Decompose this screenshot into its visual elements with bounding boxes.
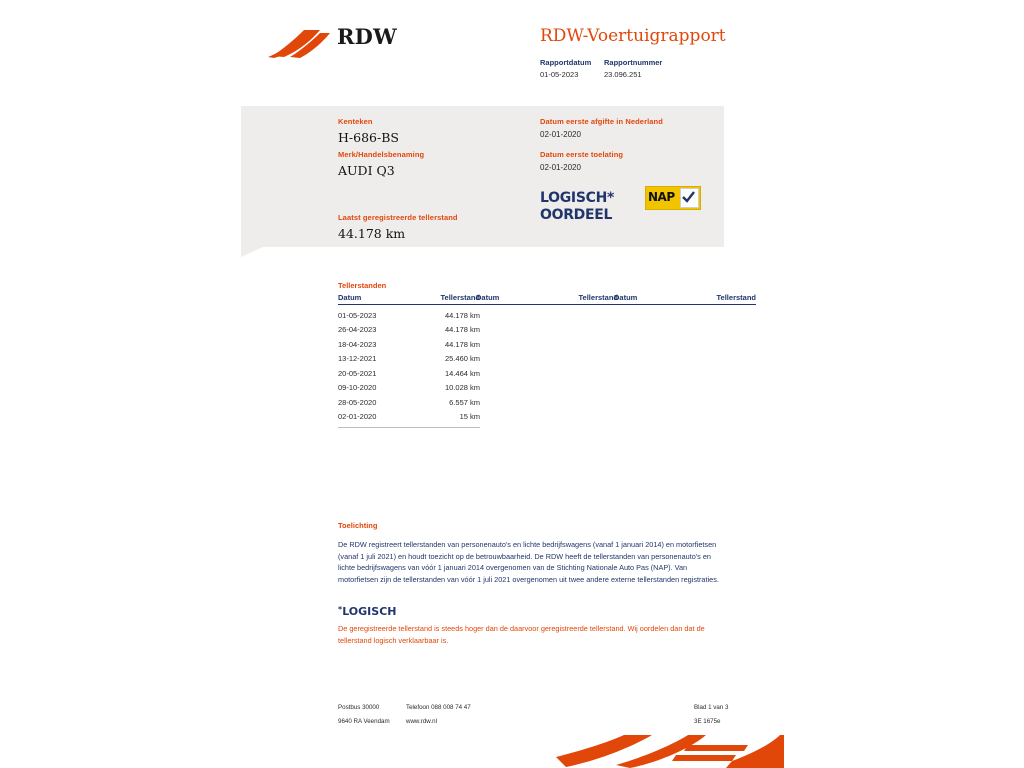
report-date-label: Rapportdatum: [540, 58, 592, 67]
cell-datum: 18-04-2023: [338, 339, 377, 349]
nap-badge: [645, 186, 701, 210]
cell-datum: 13-12-2021: [338, 354, 377, 363]
logisch-explanation: De geregistreerde tellerstand is steeds hoger dan de daarvoor geregistreerde tellerstand. Wij oordelen dan dat de tellerstand logisch verklaarbaar is.: [338, 624, 705, 645]
table-row: [338, 378, 480, 393]
col-header-tellerstand: Tellerstand: [716, 293, 756, 302]
table-row: [338, 407, 480, 422]
footer-address-line2: 9640 RA Veendam: [338, 718, 390, 725]
report-number-value: 23.096.251: [604, 70, 642, 79]
datum-afgifte-value: 02-01-2020: [540, 130, 581, 139]
tellerstanden-table-col3: [614, 293, 756, 311]
verdict-line-1: LOGISCH*: [540, 190, 615, 206]
cell-datum: 09-10-2020: [338, 383, 377, 392]
report-number-block: [604, 58, 662, 79]
table-row: [338, 349, 480, 364]
summary-panel: [241, 106, 724, 247]
cell-tellerstand: 15 km: [459, 412, 480, 421]
table-body: [614, 305, 756, 311]
cell-tellerstand: 44.178 km: [444, 325, 480, 334]
footer-code: 3E 1675e: [694, 718, 721, 725]
report-date-value: 01-05-2023: [540, 70, 579, 79]
rdw-arrow-logo-icon: [268, 26, 332, 60]
kenteken-label: Kenteken: [338, 117, 373, 126]
merk-value: AUDI Q3: [338, 163, 395, 178]
table-header-row: [338, 293, 480, 305]
table-header-row: [614, 293, 756, 305]
check-icon: [680, 188, 699, 208]
logisch-heading-text: LOGISCH: [342, 605, 397, 618]
verdict-block: [540, 190, 614, 224]
cell-tellerstand: 44.178 km: [444, 339, 480, 349]
footer-page-number: Blad 1 van 3: [694, 704, 729, 711]
rdw-bottom-graphic-icon: [556, 735, 784, 768]
toelichting-title: Toelichting: [338, 521, 378, 530]
logisch-heading: [338, 605, 396, 618]
merk-label: Merk/Handelsbenaming: [338, 150, 425, 159]
datum-toelating-value: 02-01-2020: [540, 163, 581, 172]
cell-tellerstand: 14.464 km: [444, 368, 480, 378]
col-header-datum: Datum: [614, 293, 638, 302]
report-date-block: [540, 58, 591, 79]
cell-datum: 28-05-2020: [338, 397, 377, 407]
toelichting-body: De RDW registreert tellerstanden van personenauto's en lichte bedrijfswagens (vanaf 1 januari 2014) en motorfietsen (vanaf 1 juli 2021) en houdt toezicht op de betrouwbaarheid. De RDW heeft de tellerstanden van personenauto's en lichte bedrijfswagens van vóór 1 januari 2014 overgenomen van de Stichting Nationale Auto Pas (NAP). Van motorfietsen zijn de tellerstanden van vóór 1 juli 2021 overgenomen uit twee andere externe tellerstanden registraties.: [338, 540, 719, 584]
cell-datum: 20-05-2021: [338, 368, 377, 378]
kenteken-value: H-686-BS: [338, 130, 399, 145]
laatst-tellerstand-value: 44.178 km: [338, 226, 406, 241]
table-body: [476, 305, 618, 311]
table-row: [338, 320, 480, 335]
cell-tellerstand: 10.028 km: [444, 383, 480, 392]
col-header-tellerstand: Tellerstand: [578, 293, 618, 302]
table-row: [338, 392, 480, 407]
cell-datum: 02-01-2020: [338, 412, 377, 421]
report-number-label: Rapportnummer: [604, 58, 663, 67]
footer-phone: Telefoon 088 008 74 47: [406, 704, 471, 711]
tellerstanden-title: Tellerstanden: [338, 281, 387, 290]
table-row: [338, 334, 480, 349]
table-body: [338, 305, 480, 428]
cell-tellerstand: 44.178 km: [444, 310, 480, 320]
table-header-row: [476, 293, 618, 305]
logisch-star: *: [338, 605, 343, 614]
cell-tellerstand: 6.557 km: [449, 397, 480, 407]
col-header-tellerstand: Tellerstand: [440, 293, 480, 302]
cell-tellerstand: 25.460 km: [444, 354, 480, 363]
datum-toelating-label: Datum eerste toelating: [540, 150, 624, 159]
col-header-datum: Datum: [476, 293, 500, 302]
footer-website[interactable]: www.rdw.nl: [406, 718, 437, 725]
panel-notch: [241, 247, 263, 257]
tellerstanden-table-col1: [338, 293, 480, 428]
tellerstanden-table-col2: [476, 293, 618, 311]
table-row: [338, 305, 480, 320]
laatst-tellerstand-label: Laatst geregistreerde tellerstand: [338, 213, 458, 222]
report-title: RDW-Voertuigrapport: [540, 26, 726, 46]
verdict-line-2: OORDEEL: [540, 207, 613, 223]
rdw-wordmark: RDW: [337, 24, 397, 49]
cell-datum: 26-04-2023: [338, 325, 377, 334]
table-row: [338, 363, 480, 378]
cell-datum: 01-05-2023: [338, 310, 377, 320]
nap-badge-label: NAP: [648, 190, 675, 204]
datum-afgifte-label: Datum eerste afgifte in Nederland: [540, 117, 663, 126]
col-header-datum: Datum: [338, 293, 362, 302]
footer-address-line1: Postbus 30000: [338, 704, 380, 711]
